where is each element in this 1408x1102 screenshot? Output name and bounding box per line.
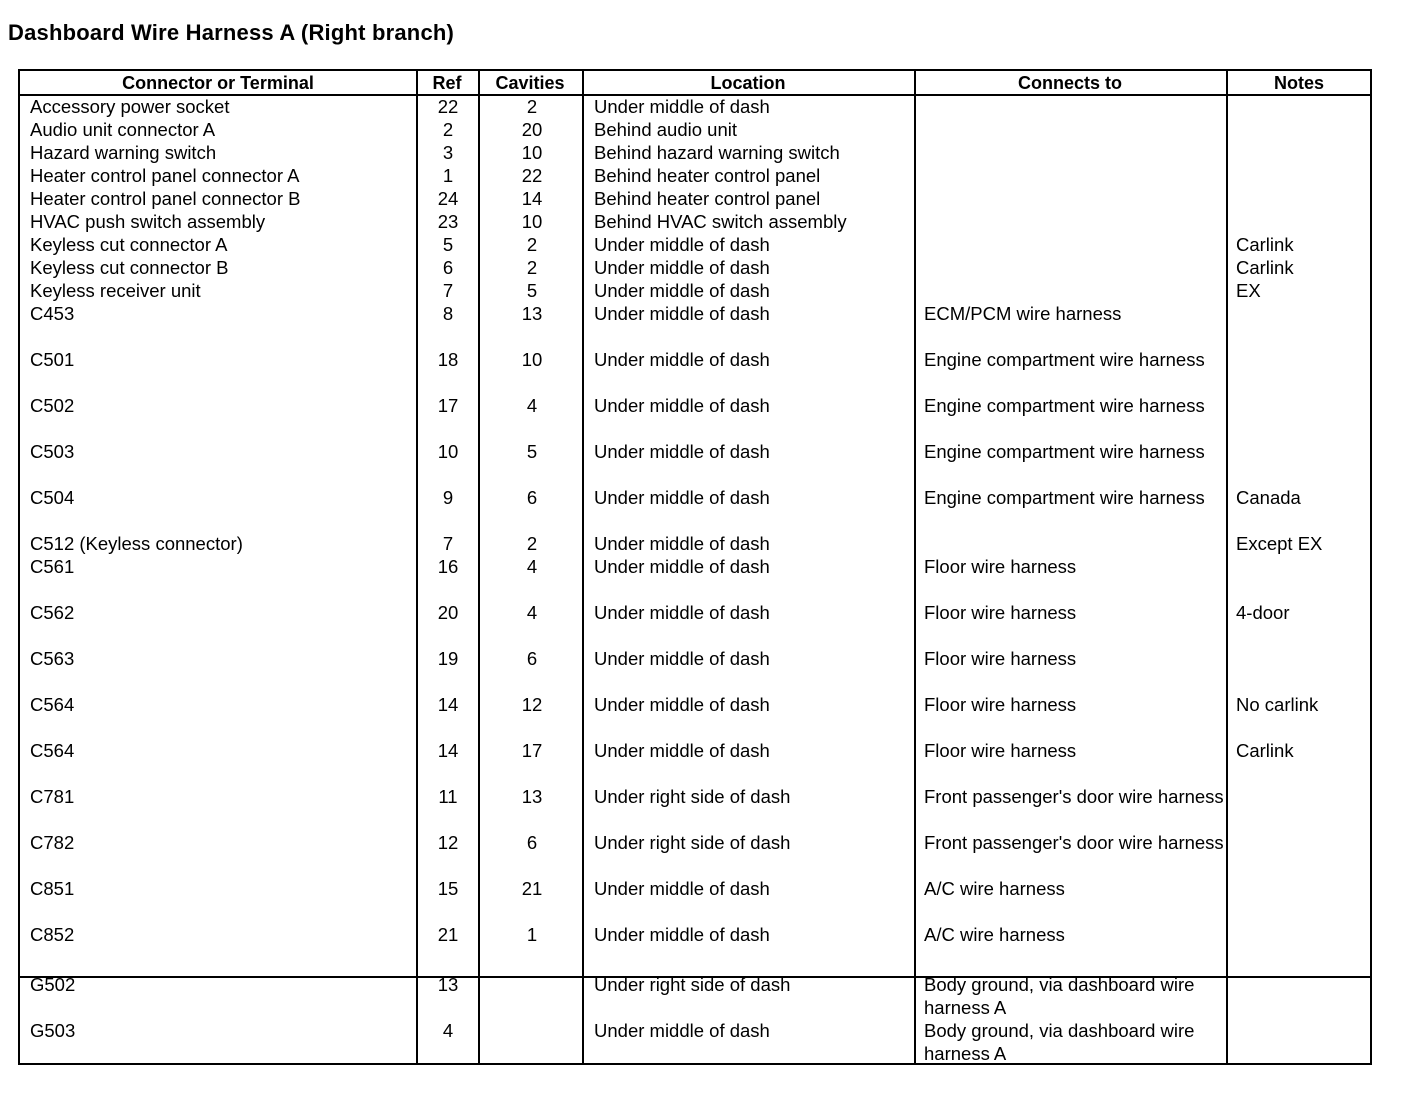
connector-cell: C502 [30, 395, 75, 416]
connector-cell: C561 [30, 556, 75, 577]
cavities-cell: 2 [526, 96, 538, 117]
cavities-cell: 21 [521, 878, 543, 899]
cavities-cell: 6 [526, 832, 538, 853]
location-cell: Behind heater control panel [594, 165, 821, 186]
location-cell: Under middle of dash [594, 924, 770, 945]
connects-to-cell: Body ground, via dashboard wire harness A [924, 1020, 1195, 1064]
location-cell: Under middle of dash [594, 740, 770, 761]
location-cell: Under middle of dash [594, 1020, 770, 1041]
connector-cell: C562 [30, 602, 75, 623]
notes-cell: Carlink [1236, 257, 1294, 278]
ref-cell: 18 [437, 349, 459, 370]
ref-cell: 5 [442, 234, 454, 255]
location-cell: Under middle of dash [594, 234, 770, 255]
connects-to-cell: A/C wire harness [924, 924, 1065, 945]
connector-cell: Keyless receiver unit [30, 280, 201, 301]
location-cell: Under middle of dash [594, 602, 770, 623]
cavities-cell: 2 [526, 533, 538, 554]
connector-cell: C781 [30, 786, 75, 807]
connector-cell: Hazard warning switch [30, 142, 217, 163]
header-connector: Connector or Terminal [122, 73, 314, 93]
cavities-cell: 5 [526, 441, 538, 462]
location-cell: Under right side of dash [594, 786, 791, 807]
connector-cell: C503 [30, 441, 75, 462]
connector-cell: G502 [30, 974, 76, 995]
connects-to-cell: Floor wire harness [924, 694, 1077, 715]
location-cell: Under middle of dash [594, 280, 770, 301]
ref-cell: 14 [437, 740, 459, 761]
connects-to-cell: Body ground, via dashboard wire harness A [924, 974, 1195, 1018]
ref-cell: 8 [442, 303, 454, 324]
connector-cell: C512 (Keyless connector) [30, 533, 243, 554]
ref-cell: 7 [442, 280, 454, 301]
ref-cell: 4 [442, 1020, 454, 1041]
location-cell: Under middle of dash [594, 441, 770, 462]
ref-cell: 19 [437, 648, 459, 669]
location-cell: Behind hazard warning switch [594, 142, 840, 163]
connects-to-cell: Engine compartment wire harness [924, 487, 1205, 508]
ref-cell: 13 [437, 974, 459, 995]
ref-cell: 6 [442, 257, 454, 278]
ref-cell: 14 [437, 694, 459, 715]
ref-cell: 11 [438, 786, 458, 807]
location-cell: Behind heater control panel [594, 188, 821, 209]
column-divider [914, 71, 916, 1063]
cavities-cell: 5 [526, 280, 538, 301]
connector-cell: G503 [30, 1020, 76, 1041]
connector-cell: C851 [30, 878, 75, 899]
connects-to-cell: Engine compartment wire harness [924, 349, 1205, 370]
connector-table [18, 69, 1372, 1065]
location-cell: Under middle of dash [594, 556, 770, 577]
cavities-cell: 4 [526, 602, 538, 623]
notes-cell: Except EX [1236, 533, 1323, 554]
connects-to-cell: A/C wire harness [924, 878, 1065, 899]
location-cell: Under middle of dash [594, 487, 770, 508]
header-ref: Ref [432, 73, 462, 93]
header-notes: Notes [1273, 73, 1324, 93]
page-title: Dashboard Wire Harness A (Right branch) [8, 20, 455, 45]
connects-to-cell: Engine compartment wire harness [924, 395, 1205, 416]
connector-cell: C782 [30, 832, 75, 853]
column-divider [478, 71, 480, 1063]
column-divider [416, 71, 418, 1063]
cavities-cell: 2 [526, 234, 538, 255]
header-cavities: Cavities [495, 73, 565, 93]
connects-to-cell: Floor wire harness [924, 740, 1077, 761]
column-divider [1226, 71, 1228, 1063]
connector-cell: Accessory power socket [30, 96, 230, 117]
location-cell: Under middle of dash [594, 648, 770, 669]
location-cell: Under middle of dash [594, 878, 770, 899]
location-cell: Behind HVAC switch assembly [594, 211, 847, 232]
connector-cell: Heater control panel connector B [30, 188, 301, 209]
cavities-cell: 2 [526, 257, 538, 278]
connects-to-cell: Floor wire harness [924, 556, 1077, 577]
location-cell: Under right side of dash [594, 832, 791, 853]
location-cell: Behind audio unit [594, 119, 737, 140]
cavities-cell: 17 [521, 740, 543, 761]
notes-cell: Canada [1236, 487, 1301, 508]
cavities-cell: 10 [521, 349, 543, 370]
connector-cell: C564 [30, 740, 75, 761]
ref-cell: 15 [437, 878, 459, 899]
cavities-cell: 13 [521, 786, 543, 807]
notes-cell: No carlink [1236, 694, 1319, 715]
location-cell: Under middle of dash [594, 533, 770, 554]
location-cell: Under middle of dash [594, 694, 770, 715]
location-cell: Under middle of dash [594, 395, 770, 416]
connector-cell: Heater control panel connector A [30, 165, 300, 186]
connects-to-cell: Floor wire harness [924, 602, 1077, 623]
notes-cell: Carlink [1236, 234, 1294, 255]
cavities-cell: 4 [526, 556, 538, 577]
ref-cell: 23 [437, 211, 459, 232]
connector-cell: HVAC push switch assembly [30, 211, 266, 232]
connector-cell: C564 [30, 694, 75, 715]
cavities-cell: 6 [526, 487, 538, 508]
ref-cell: 7 [442, 533, 454, 554]
ref-cell: 1 [442, 165, 454, 186]
cavities-cell: 10 [521, 211, 543, 232]
connector-cell: Audio unit connector A [30, 119, 216, 140]
ref-cell: 10 [437, 441, 459, 462]
connector-cell: C563 [30, 648, 75, 669]
location-cell: Under middle of dash [594, 303, 770, 324]
connects-to-cell: Engine compartment wire harness [924, 441, 1205, 462]
cavities-cell: 12 [521, 694, 543, 715]
ref-cell: 9 [442, 487, 454, 508]
connector-cell: C453 [30, 303, 75, 324]
cavities-cell: 1 [526, 924, 538, 945]
connects-to-cell: Floor wire harness [924, 648, 1077, 669]
ref-cell: 16 [437, 556, 459, 577]
cavities-cell: 20 [521, 119, 543, 140]
ref-cell: 2 [442, 119, 454, 140]
notes-cell: Carlink [1236, 740, 1294, 761]
ref-cell: 21 [437, 924, 459, 945]
ref-cell: 17 [437, 395, 459, 416]
cavities-cell: 22 [521, 165, 543, 186]
location-cell: Under middle of dash [594, 257, 770, 278]
connects-to-cell: Front passenger's door wire harness [924, 786, 1224, 807]
location-cell: Under right side of dash [594, 974, 791, 995]
connector-cell: Keyless cut connector A [30, 234, 228, 255]
cavities-cell: 10 [521, 142, 543, 163]
cavities-cell: 13 [521, 303, 543, 324]
ref-cell: 24 [437, 188, 459, 209]
header-connects-to: Connects to [1017, 73, 1122, 93]
connects-to-cell: ECM/PCM wire harness [924, 303, 1122, 324]
connector-cell: C852 [30, 924, 75, 945]
ref-cell: 22 [437, 96, 459, 117]
connector-cell: C504 [30, 487, 75, 508]
connector-cell: Keyless cut connector B [30, 257, 229, 278]
column-divider [582, 71, 584, 1063]
header-location: Location [710, 73, 786, 93]
ref-cell: 12 [437, 832, 459, 853]
notes-cell: EX [1236, 280, 1261, 301]
cavities-cell: 14 [521, 188, 543, 209]
notes-cell: 4-door [1236, 602, 1290, 623]
location-cell: Under middle of dash [594, 96, 770, 117]
ref-cell: 20 [437, 602, 459, 623]
cavities-cell: 6 [526, 648, 538, 669]
connects-to-cell: Front passenger's door wire harness [924, 832, 1224, 853]
ref-cell: 3 [442, 142, 454, 163]
location-cell: Under middle of dash [594, 349, 770, 370]
cavities-cell: 4 [526, 395, 538, 416]
connector-cell: C501 [30, 349, 75, 370]
